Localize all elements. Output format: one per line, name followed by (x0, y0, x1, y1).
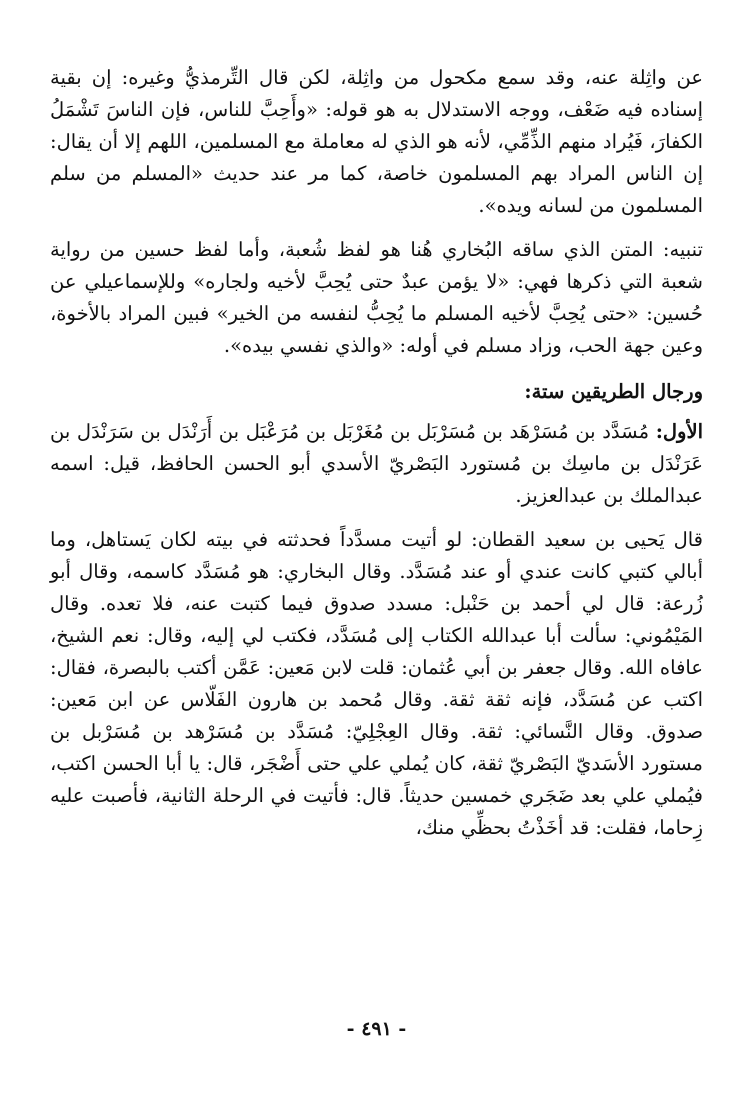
page-number: - ٤٩١ - (346, 1018, 407, 1040)
paragraph-first-narrator (50, 416, 703, 512)
first-narrator-lead: الأول: (655, 420, 704, 443)
section-heading: ورجال الطريقين ستة: (524, 380, 703, 403)
first-narrator-text: مُسَدَّد بن مُسَرْهَد بن مُسَرْبَل بن مُغَرْبَل بن مُرَعْبَل بن أَرَنْدَل بن سَرَنْدَل بن عَرَنْدَل بن ماسِك بن مُستورد البَصْريّ الأسدي أبو الحسن الحافظ، قيل: اسمه عبدالملك بن عبدالعزيز. (50, 420, 703, 507)
paragraph-intro: عن واثِلة عنه، وقد سمع مكحول من واثِلة، لكن قال التِّرمذيُّ وغيره: إن بقية إسناده فيه ضَعْف، ووجه الاستدلال به هو قوله: «وأَحِبَّ للناس، فإن الناسَ تَشْمَلُ الكفارَ، فَيُراد منهم الذِّمِّي، لأنه هو الذي له معاملة مع المسلمين، اللهم إلا أن يقال: إن الناس المراد بهم المسلمون خاصة، كما مر عند حديث «المسلم من سلم المسلمون من لسانه ويده». (50, 66, 703, 217)
paragraph-narrator-details: قال يَحيى بن سعيد القطان: لو أتيت مسدَّداً فحدثته في بيته لكان يَستاهل، وما أبالي كتبي كانت عندي أو عند مُسَدَّد. وقال البخاري: هو مُسَدَّد كاسمه، وقال أبو زُرعة: قال لي أحمد بن حَنْبل: مسدد صدوق فيما كتبت عنه، فلا تعده. وقال المَيْمُوني: سألت أبا عبدالله الكتاب إلى مُسَدَّد، فكتب لي إليه، وقال: نعم الشيخ، عافاه الله. وقال جعفر بن أبي عُثمان: قلت لابن مَعين: عَمَّن أكتب بالبصرة، فقال: اكتب عن مُسَدَّد، فإنه ثقة ثقة. وقال مُحمد بن هارون الفَلّاس عن ابن مَعين: صدوق. وقال النَّسائي: ثقة. وقال العِجْلِيّ: مُسَدَّد بن مُسَرْهد بن مُسَرْبل بن مستورد الأسَديّ البَصْريّ ثقة، كان يُملي علي حتى أَضْجَر، قال: يا أبا الحسن اكتب، فيُملي علي بعد ضَجَري خمسين حديثاً. قال: فأتيت في الرحلة الثانية، فأصبت عليه زِحاما، فقلت: قد أخَذْتُ بحظِّي منك، (50, 528, 703, 839)
paragraph-note: تنبيه: المتن الذي ساقه البُخاري هُنا هو لفظ شُعبة، وأما لفظ حسين من رواية شعبة التي ذكرها فهي: «لا يؤمن عبدٌ حتى يُحِبَّ لأخيه ولجاره» وللإسماعيلي عن حُسين: «حتى يُحِبَّ لأخيه المسلم ما يُحِبُّ لنفسه من الخير» فبين المراد بالأخوة، وعين جهة الحب، وزاد مسلم في أوله: «والذي نفسي بيده». (50, 238, 703, 357)
